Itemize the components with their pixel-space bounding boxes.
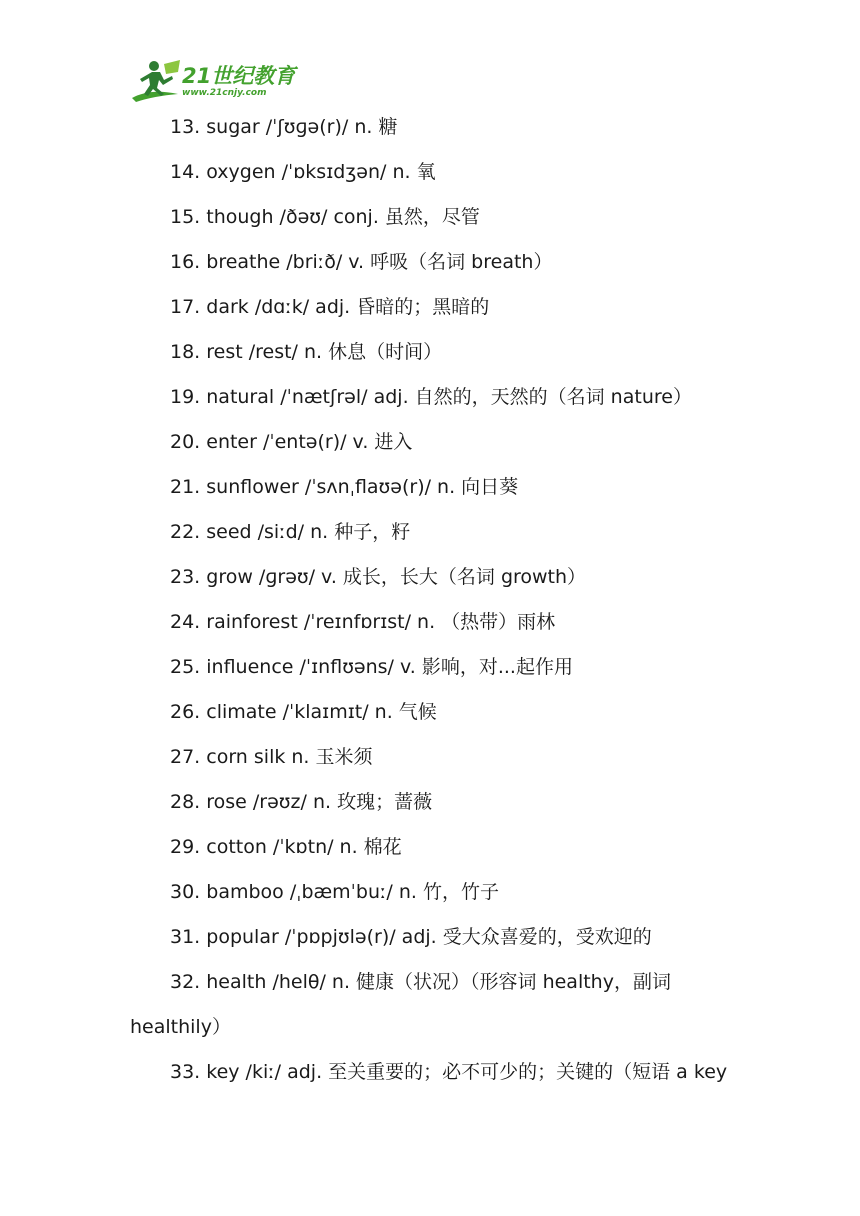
- vocab-entry: 21. sunflower /ˈsʌnˌflaʊə(r)/ n. 向日葵: [170, 476, 519, 498]
- vocab-entry: 26. climate /ˈklaɪmɪt/ n. 气候: [170, 701, 437, 723]
- vocab-entry: 32. health /helθ/ n. 健康（状况）（形容词 healthy，副词: [170, 971, 671, 993]
- vocab-entry: 15. though /ðəʊ/ conj. 虽然，尽管: [170, 206, 480, 228]
- vocab-entry: 23. grow /ɡrəʊ/ v. 成长，长大（名词 growth）: [170, 566, 587, 588]
- vocab-entry: 29. cotton /ˈkɒtn/ n. 棉花: [170, 836, 402, 858]
- logo-url: www.21cnjy.com: [182, 88, 267, 98]
- site-logo: [130, 58, 310, 106]
- vocab-entry: 28. rose /rəʊz/ n. 玫瑰；蔷薇: [170, 791, 433, 813]
- vocab-entry: 16. breathe /briːð/ v. 呼吸（名词 breath）: [170, 251, 553, 273]
- vocab-entry: 30. bamboo /ˌbæmˈbuː/ n. 竹，竹子: [170, 881, 499, 903]
- vocab-entry: 31. popular /ˈpɒpjʊlə(r)/ adj. 受大众喜爱的，受欢迎的: [170, 926, 652, 948]
- logo-text: 21世纪教育: [182, 64, 296, 88]
- vocab-entry-continuation: healthily）: [130, 1016, 231, 1038]
- runner-logo-icon: [130, 58, 182, 106]
- vocab-entry: 20. enter /ˈentə(r)/ v. 进入: [170, 431, 413, 453]
- vocab-entry: 17. dark /dɑːk/ adj. 昏暗的；黑暗的: [170, 296, 490, 318]
- vocab-entry: 27. corn silk n. 玉米须: [170, 746, 373, 768]
- vocab-entry: 33. key /kiː/ adj. 至关重要的；必不可少的；关键的（短语 a key: [170, 1061, 728, 1083]
- vocab-entry: 18. rest /rest/ n. 休息（时间）: [170, 341, 443, 363]
- vocab-entry: 22. seed /siːd/ n. 种子，籽: [170, 521, 411, 543]
- vocab-entry: 19. natural /ˈnætʃrəl/ adj. 自然的，天然的（名词 nature）: [170, 386, 692, 408]
- vocab-entry: 25. influence /ˈɪnflʊəns/ v. 影响，对...起作用: [170, 656, 573, 678]
- vocab-entry: 14. oxygen /ˈɒksɪdʒən/ n. 氧: [170, 161, 436, 183]
- vocab-entry: 24. rainforest /ˈreɪnfɒrɪst/ n. （热带）雨林: [170, 611, 556, 633]
- vocab-entry: 13. sugar /ˈʃʊɡə(r)/ n. 糖: [170, 116, 398, 138]
